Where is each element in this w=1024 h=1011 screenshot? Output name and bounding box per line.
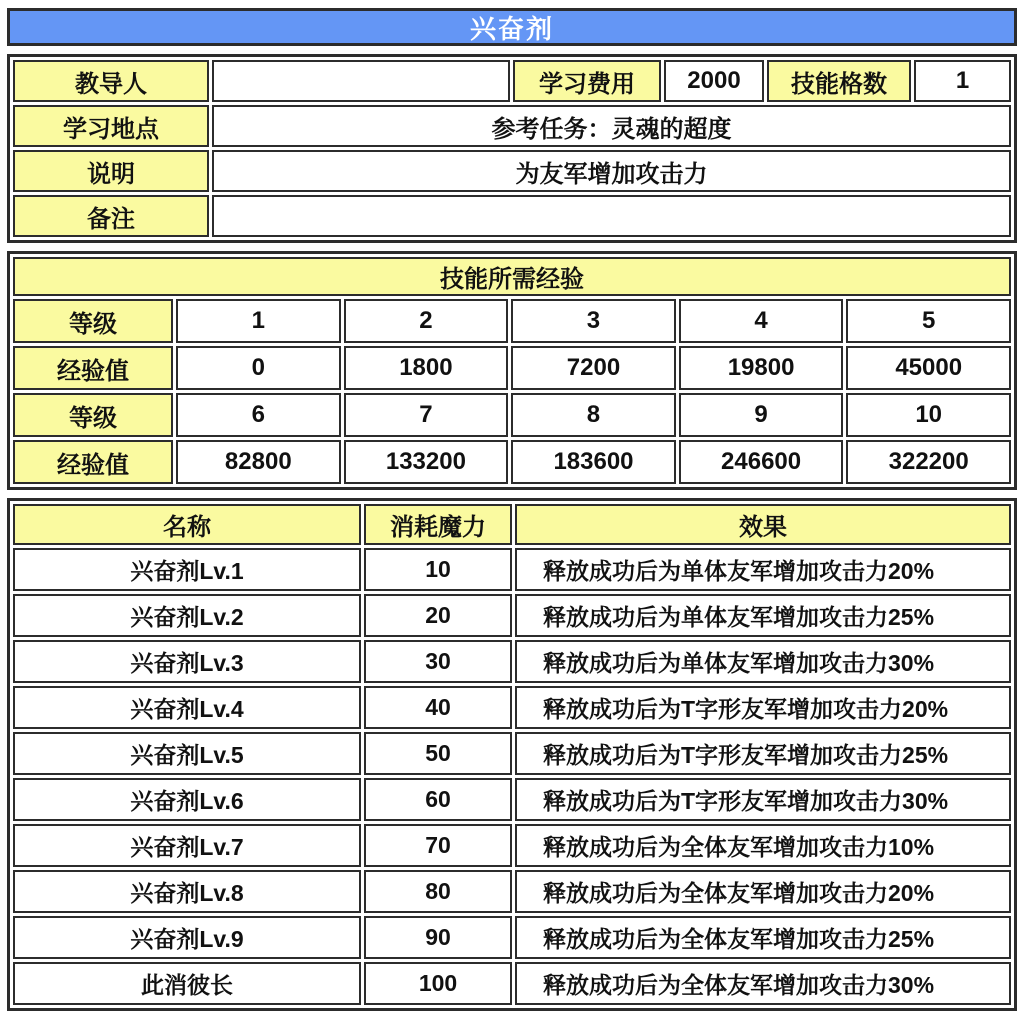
skills-header-name: 名称 — [13, 504, 361, 545]
skill-name: 兴奋剂Lv.6 — [13, 778, 361, 821]
skill-name: 兴奋剂Lv.4 — [13, 686, 361, 729]
experience-header: 技能所需经验 — [13, 257, 1011, 296]
level-value: 6 — [176, 393, 341, 437]
exp-label: 经验值 — [13, 440, 173, 484]
info-row-remarks — [13, 195, 1011, 237]
skill-mana: 70 — [364, 824, 512, 867]
skill-name: 此消彼长 — [13, 962, 361, 1005]
skill-title: 兴奋剂 — [7, 8, 1017, 46]
skill-effect: 释放成功后为单体友军增加攻击力30% — [515, 640, 1011, 683]
slots-label: 技能格数 — [767, 60, 911, 102]
skill-name: 兴奋剂Lv.5 — [13, 732, 361, 775]
skill-row — [13, 548, 1011, 591]
exp-value: 7200 — [511, 346, 676, 390]
skill-mana: 10 — [364, 548, 512, 591]
skill-name: 兴奋剂Lv.9 — [13, 916, 361, 959]
skills-box — [7, 498, 1017, 1011]
level-value: 9 — [679, 393, 844, 437]
exp-label: 经验值 — [13, 346, 173, 390]
level-value: 10 — [846, 393, 1011, 437]
experience-header-row — [13, 257, 1011, 296]
skill-mana: 40 — [364, 686, 512, 729]
skill-mana: 20 — [364, 594, 512, 637]
level-label: 等级 — [13, 393, 173, 437]
skill-effect: 释放成功后为单体友军增加攻击力20% — [515, 548, 1011, 591]
skill-info-table — [10, 57, 1014, 240]
description-value: 为友军增加攻击力 — [212, 150, 1011, 192]
exp-value: 246600 — [679, 440, 844, 484]
skill-row — [13, 640, 1011, 683]
skill-name: 兴奋剂Lv.1 — [13, 548, 361, 591]
level-value: 4 — [679, 299, 844, 343]
skill-row — [13, 824, 1011, 867]
slots-value: 1 — [914, 60, 1011, 102]
skill-row — [13, 870, 1011, 913]
level-row-1 — [13, 299, 1011, 343]
skill-effect: 释放成功后为全体友军增加攻击力25% — [515, 916, 1011, 959]
exp-value: 1800 — [344, 346, 509, 390]
skill-mana: 30 — [364, 640, 512, 683]
experience-box — [7, 251, 1017, 490]
cost-label: 学习费用 — [513, 60, 661, 102]
exp-value: 82800 — [176, 440, 341, 484]
skill-mana: 60 — [364, 778, 512, 821]
skill-effect: 释放成功后为全体友军增加攻击力20% — [515, 870, 1011, 913]
skill-name: 兴奋剂Lv.7 — [13, 824, 361, 867]
skill-effect: 释放成功后为全体友军增加攻击力10% — [515, 824, 1011, 867]
remarks-value — [212, 195, 1011, 237]
level-value: 7 — [344, 393, 509, 437]
skill-mana: 100 — [364, 962, 512, 1005]
exp-value: 19800 — [679, 346, 844, 390]
skill-effect: 释放成功后为单体友军增加攻击力25% — [515, 594, 1011, 637]
level-label: 等级 — [13, 299, 173, 343]
level-value: 1 — [176, 299, 341, 343]
skill-effect: 释放成功后为T字形友军增加攻击力25% — [515, 732, 1011, 775]
level-value: 3 — [511, 299, 676, 343]
skill-name: 兴奋剂Lv.3 — [13, 640, 361, 683]
exp-value: 322200 — [846, 440, 1011, 484]
exp-value: 183600 — [511, 440, 676, 484]
exp-value: 45000 — [846, 346, 1011, 390]
exp-row-1 — [13, 346, 1011, 390]
info-row-location — [13, 105, 1011, 147]
teacher-value — [212, 60, 510, 102]
skill-mana: 90 — [364, 916, 512, 959]
exp-row-2 — [13, 440, 1011, 484]
skill-mana: 50 — [364, 732, 512, 775]
level-value: 5 — [846, 299, 1011, 343]
skill-effect: 释放成功后为T字形友军增加攻击力20% — [515, 686, 1011, 729]
skill-row — [13, 732, 1011, 775]
skill-info-box — [7, 54, 1017, 243]
skills-header-mana: 消耗魔力 — [364, 504, 512, 545]
level-value: 8 — [511, 393, 676, 437]
skills-table — [10, 501, 1014, 1008]
skill-row — [13, 778, 1011, 821]
skill-name: 兴奋剂Lv.2 — [13, 594, 361, 637]
teacher-label: 教导人 — [13, 60, 209, 102]
experience-table — [10, 254, 1014, 487]
skill-effect: 释放成功后为T字形友军增加攻击力30% — [515, 778, 1011, 821]
exp-value: 133200 — [344, 440, 509, 484]
skill-row — [13, 686, 1011, 729]
location-value: 参考任务：灵魂的超度 — [212, 105, 1011, 147]
skill-row — [13, 594, 1011, 637]
location-label: 学习地点 — [13, 105, 209, 147]
remarks-label: 备注 — [13, 195, 209, 237]
skill-effect: 释放成功后为全体友军增加攻击力30% — [515, 962, 1011, 1005]
info-row-teacher — [13, 60, 1011, 102]
description-label: 说明 — [13, 150, 209, 192]
info-row-description — [13, 150, 1011, 192]
skill-mana: 80 — [364, 870, 512, 913]
skill-row — [13, 916, 1011, 959]
level-row-2 — [13, 393, 1011, 437]
cost-value: 2000 — [664, 60, 764, 102]
level-value: 2 — [344, 299, 509, 343]
skill-name: 兴奋剂Lv.8 — [13, 870, 361, 913]
skills-header-effect: 效果 — [515, 504, 1011, 545]
exp-value: 0 — [176, 346, 341, 390]
skills-header-row — [13, 504, 1011, 545]
